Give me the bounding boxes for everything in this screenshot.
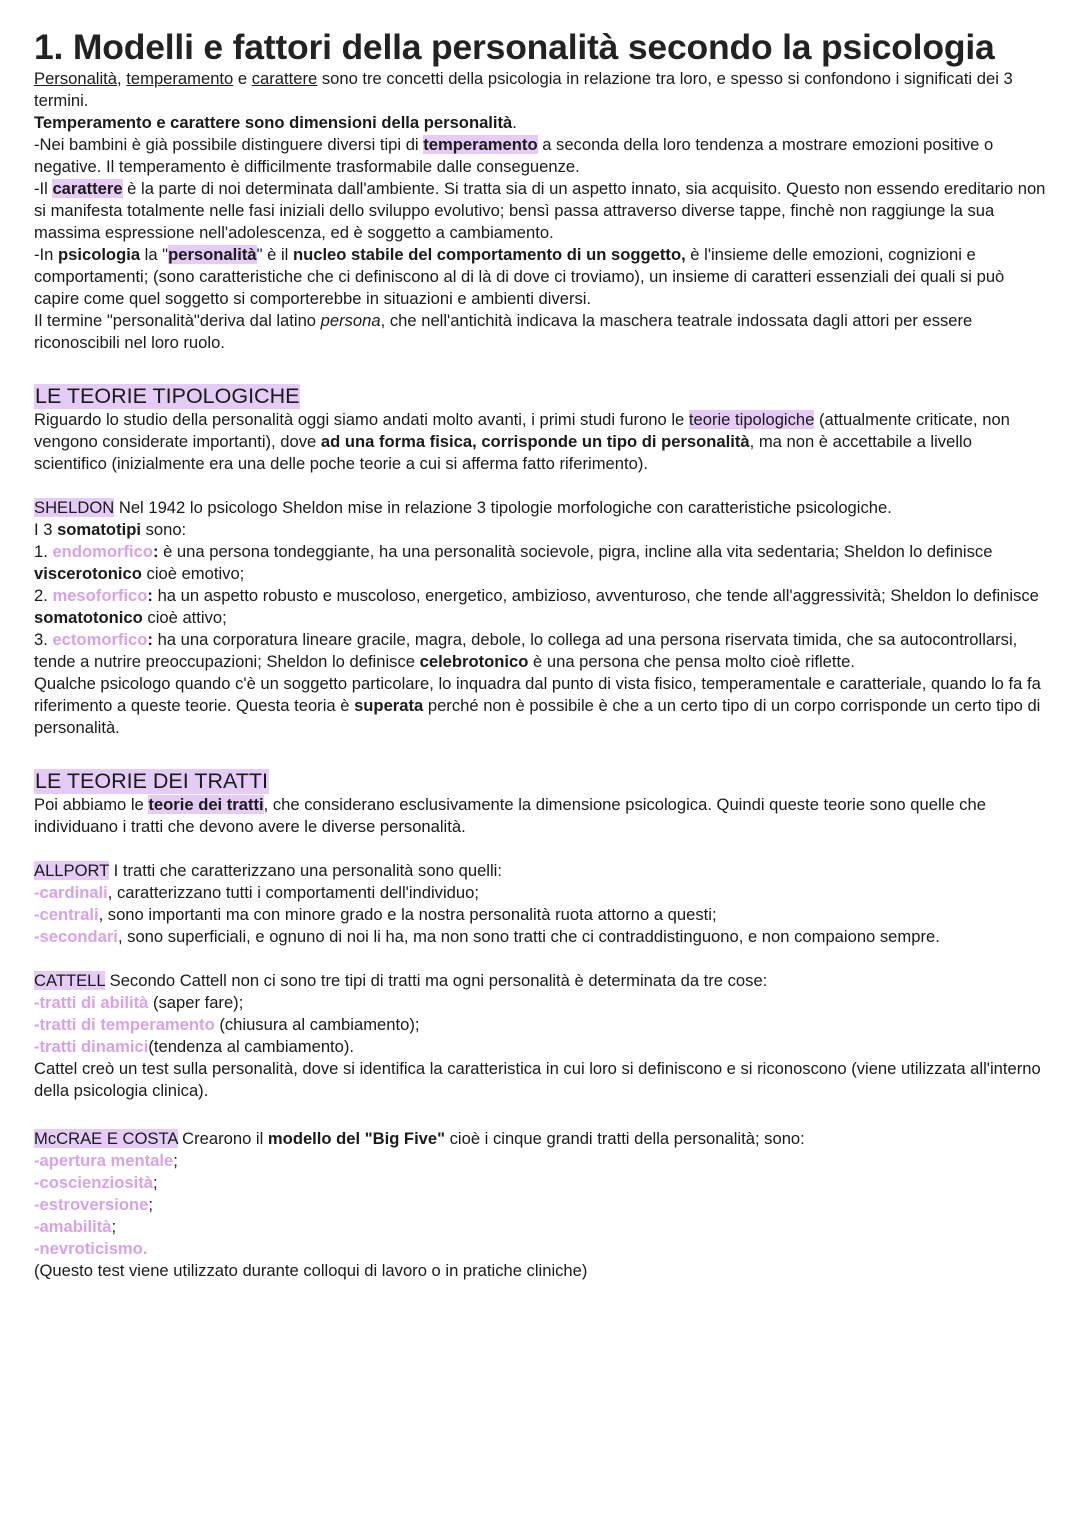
text-fragment: superata xyxy=(354,696,424,715)
section-heading-tipologiche: LE TEORIE TIPOLOGICHE xyxy=(35,384,300,408)
text-fragment: somatotipi xyxy=(57,520,141,539)
text-fragment: persona xyxy=(320,311,381,330)
text-fragment: somatotonico xyxy=(34,608,143,627)
temperamento-paragraph xyxy=(34,134,1046,178)
highlight-carattere: carattere xyxy=(52,179,123,198)
keyword-tratti-dinamici: tratti dinamici xyxy=(39,1037,149,1056)
text-fragment: - xyxy=(34,1239,40,1258)
text-fragment: perché non è possibile è che a un certo tipo di un corpo corrisponde un certo tipo di personalità. xyxy=(34,696,1041,737)
text-fragment: 1. xyxy=(34,542,53,561)
text-fragment: modello del "Big Five" xyxy=(267,1129,446,1148)
text-fragment: - xyxy=(34,1195,40,1214)
text-fragment: psicologia xyxy=(57,245,141,264)
page-title: 1. Modelli e fattori della personalità secondo la psicologia xyxy=(34,27,995,67)
cattel-test-paragraph: Cattel creò un test sulla personalità, dove si identifica la caratteristica in cui loro si definiscono e si riconoscono (viene utilizzata all'interno della psicologia clinica). xyxy=(34,1059,1041,1100)
text-fragment: cioè i cinque grandi tratti della personalità; sono: xyxy=(445,1129,805,1148)
intro-paragraph xyxy=(34,68,1046,112)
term-carattere: carattere xyxy=(251,69,318,88)
highlight-personalita: personalità xyxy=(168,245,257,264)
keyword-ectomorfico: ectomorfico xyxy=(52,630,148,649)
text-fragment: è la parte di noi determinata dall'ambiente. Si tratta sia di un aspetto innato, sia acquisito. Questo non essendo ereditario non si manifesta totalmente nelle fasi iniziali dello sviluppo evolutivo; bensì passa attraverso diverse tappe, finchè non raggiunge la sua massima espressione nell'adolescenza, ed è soggetto a cambiamento. xyxy=(34,179,1046,242)
text-fragment: ; xyxy=(173,1151,178,1170)
text-fragment: - xyxy=(34,1217,40,1236)
text-fragment: - xyxy=(34,883,40,902)
text-fragment: Qualche psicologo quando c'è un soggetto particolare, lo inquadra dal punto di vista fisico, temperamentale e caratteriale, quando lo fa fa riferimento a queste teorie. Questa teoria è xyxy=(34,674,1041,715)
text-fragment: ha una corporatura lineare gracile, magra, debole, lo collega ad una persona riservata timida, che sa autocontrollarsi, tende a nutrire preoccupazioni; Sheldon lo definisce xyxy=(34,630,1018,671)
list-item-ectomorfico xyxy=(34,629,1046,673)
text-fragment: Crearono il xyxy=(177,1129,268,1148)
text-fragment: - xyxy=(34,1151,40,1170)
text-fragment: - xyxy=(34,1015,40,1034)
text-fragment: 3. xyxy=(34,630,53,649)
text-fragment: Temperamento e carattere sono dimensioni della personalità xyxy=(34,113,513,132)
text-fragment: cioè emotivo; xyxy=(141,564,245,583)
term-personalita: Personalità xyxy=(34,69,118,88)
text-fragment: sono: xyxy=(140,520,187,539)
text-fragment: : xyxy=(147,630,153,649)
bold-statement xyxy=(34,112,1046,134)
text-fragment: , che nell'antichità indicava la maschera teatrale indossata dagli attori per essere riconoscibili nel loro ruolo. xyxy=(34,311,973,352)
text-fragment: nucleo stabile del comportamento di un soggetto, xyxy=(292,245,686,264)
text-fragment: , xyxy=(117,69,122,88)
highlight-teorie-tipologiche: teorie tipologiche xyxy=(688,410,815,429)
text-fragment: celebrotonico xyxy=(419,652,529,671)
mccrae-costa-paragraph xyxy=(34,1128,1046,1150)
text-fragment: viscerotonico xyxy=(34,564,142,583)
text-fragment: : xyxy=(147,586,153,605)
personalita-paragraph xyxy=(34,244,1046,310)
keyword-mesoforfico: mesoforfico xyxy=(52,586,148,605)
keyword-endomorfico: endomorfico xyxy=(52,542,153,561)
term-temperamento: temperamento xyxy=(126,69,234,88)
text-fragment: Poi abbiamo le xyxy=(34,795,149,814)
text-fragment: 2. xyxy=(34,586,53,605)
list-item-coscienziosita xyxy=(34,1172,1046,1194)
text-fragment: - xyxy=(34,927,40,946)
list-item-estroversione xyxy=(34,1194,1046,1216)
text-fragment: ; xyxy=(148,1195,153,1214)
list-item-nevroticismo xyxy=(34,1238,1046,1260)
text-fragment: (tendenza al cambiamento). xyxy=(148,1037,355,1056)
text-fragment: sono tre concetti della psicologia in relazione tra loro, e spesso si confondono i significati dei 3 termini. xyxy=(34,69,1013,110)
text-fragment: . xyxy=(142,1239,148,1258)
carattere-paragraph xyxy=(34,178,1046,244)
document-page xyxy=(34,26,1046,1282)
list-item-apertura-mentale xyxy=(34,1150,1046,1172)
list-item-amabilita xyxy=(34,1216,1046,1238)
text-fragment: a seconda della loro tendenza a mostrare emozioni positive o negative. Il temperamento è difficilmente trasformabile dalle conseguenze. xyxy=(34,135,994,176)
section-heading-tratti: LE TEORIE DEI TRATTI xyxy=(35,769,268,793)
text-fragment: è l'insieme delle emozioni, cognizioni e comportamenti; (sono caratteristiche che ci definiscono al di là di dove ci troviamo), un insieme di caratteri essenziali dei quali si può capire come quel soggetto si comporterebbe in situazioni e ambienti diversi. xyxy=(34,245,1005,308)
text-fragment: ha un aspetto robusto e muscoloso, energetico, ambizioso, avventuroso, che tende all'aggressività; Sheldon lo definisce xyxy=(152,586,1039,605)
keyword-coscienziosita: coscienziosità xyxy=(39,1173,153,1192)
text-fragment: . xyxy=(512,113,517,132)
allport-paragraph xyxy=(34,860,1046,882)
text-fragment: è una persona che pensa molto cioè riflette. xyxy=(528,652,855,671)
text-fragment: - xyxy=(34,905,40,924)
text-fragment: ad una forma fisica, corrisponde un tipo di personalità xyxy=(320,432,750,451)
text-fragment: ; xyxy=(111,1217,117,1236)
text-fragment: (chiusura al cambiamento); xyxy=(214,1015,420,1034)
author-tag-allport: ALLPORT xyxy=(34,861,110,880)
text-fragment: I tratti che caratterizzano una personalità sono quelli: xyxy=(109,861,502,880)
highlight-temperamento: temperamento xyxy=(423,135,538,154)
tratti-paragraph xyxy=(34,794,1046,838)
text-fragment: - xyxy=(34,993,40,1012)
text-fragment: - xyxy=(34,1173,40,1192)
list-item-endomorfico xyxy=(34,541,1046,585)
text-fragment: (saper fare); xyxy=(148,993,244,1012)
text-fragment: Il termine "personalità"deriva dal latino xyxy=(34,311,321,330)
keyword-amabilita: amabilità xyxy=(39,1217,112,1236)
text-fragment: (attualmente criticate, non vengono considerate importanti), dove xyxy=(34,410,1010,451)
text-fragment: , sono superficiali, e ognuno di noi li ha, ma non sono tratti che ci contraddistinguono, e non compaiono sempre. xyxy=(117,927,940,946)
author-tag-mccrae-costa: McCRAE E COSTA xyxy=(34,1129,178,1148)
list-item-cardinali xyxy=(34,882,1046,904)
qualche-psicologo-paragraph xyxy=(34,673,1046,739)
keyword-nevroticismo: nevroticismo xyxy=(39,1239,143,1258)
list-item-dinamici xyxy=(34,1036,1046,1058)
text-fragment: la " xyxy=(140,245,169,264)
keyword-estroversione: estroversione xyxy=(39,1195,149,1214)
tipologiche-paragraph xyxy=(34,409,1046,475)
text-fragment: - xyxy=(34,1037,40,1056)
text-fragment: -Nei bambini è già possibile distinguere diversi tipi di xyxy=(34,135,424,154)
termine-paragraph xyxy=(34,310,1046,354)
list-item-abilita xyxy=(34,992,1046,1014)
list-item-mesoforfico xyxy=(34,585,1046,629)
text-fragment: : xyxy=(152,542,159,561)
highlight-teorie-dei-tratti: teorie dei tratti xyxy=(148,795,264,814)
author-tag-cattell: CATTELL xyxy=(34,971,106,990)
text-fragment: , che considerano esclusivamente la dimensione psicologica. Quindi queste teorie sono quelle che individuano i tratti che devono avere le diverse personalità. xyxy=(34,795,986,836)
keyword-apertura-mentale: apertura mentale xyxy=(39,1151,174,1170)
text-fragment: , ma non è accettabile a livello scientifico (inizialmente era una delle poche teorie a cui si afferma fatto riferimento). xyxy=(34,432,972,473)
text-fragment: -Il xyxy=(34,179,53,198)
text-fragment: , caratterizzano tutti i comportamenti dell'individuo; xyxy=(107,883,479,902)
text-fragment: è una persona tondeggiante, ha una personalità socievole, pigra, incline alla vita sedentaria; Sheldon lo definisce xyxy=(158,542,993,561)
text-fragment: ; xyxy=(152,1173,158,1192)
cattell-paragraph xyxy=(34,970,1046,992)
text-fragment: Secondo Cattell non ci sono tre tipi di tratti ma ogni personalità è determinata da tre cose: xyxy=(105,971,768,990)
list-item-centrali xyxy=(34,904,1046,926)
author-tag-sheldon: SHELDON xyxy=(34,498,115,517)
text-fragment: I 3 xyxy=(34,520,58,539)
text-fragment: -In xyxy=(34,245,58,264)
text-fragment: cioè attivo; xyxy=(142,608,227,627)
somatotipi-line xyxy=(34,519,1046,541)
final-note: (Questo test viene utilizzato durante colloqui di lavoro o in pratiche cliniche) xyxy=(34,1261,588,1280)
text-fragment: Nel 1942 lo psicologo Sheldon mise in relazione 3 tipologie morfologiche con caratteristiche psicologiche. xyxy=(114,498,892,517)
sheldon-paragraph xyxy=(34,497,1046,519)
keyword-tratti-di-temperamento: tratti di temperamento xyxy=(39,1015,215,1034)
text-fragment: Riguardo lo studio della personalità oggi siamo andati molto avanti, i primi studi furono le xyxy=(34,410,689,429)
text-fragment: " è il xyxy=(256,245,293,264)
keyword-secondari: secondari xyxy=(39,927,118,946)
text-fragment: , sono importanti ma con minore grado e la nostra personalità ruota attorno a questi; xyxy=(98,905,717,924)
text-fragment: e xyxy=(233,69,252,88)
list-item-secondari xyxy=(34,926,1046,948)
keyword-cardinali: cardinali xyxy=(39,883,108,902)
list-item-temperamento xyxy=(34,1014,1046,1036)
keyword-tratti-di-abilita: tratti di abilità xyxy=(39,993,149,1012)
keyword-centrali: centrali xyxy=(39,905,99,924)
